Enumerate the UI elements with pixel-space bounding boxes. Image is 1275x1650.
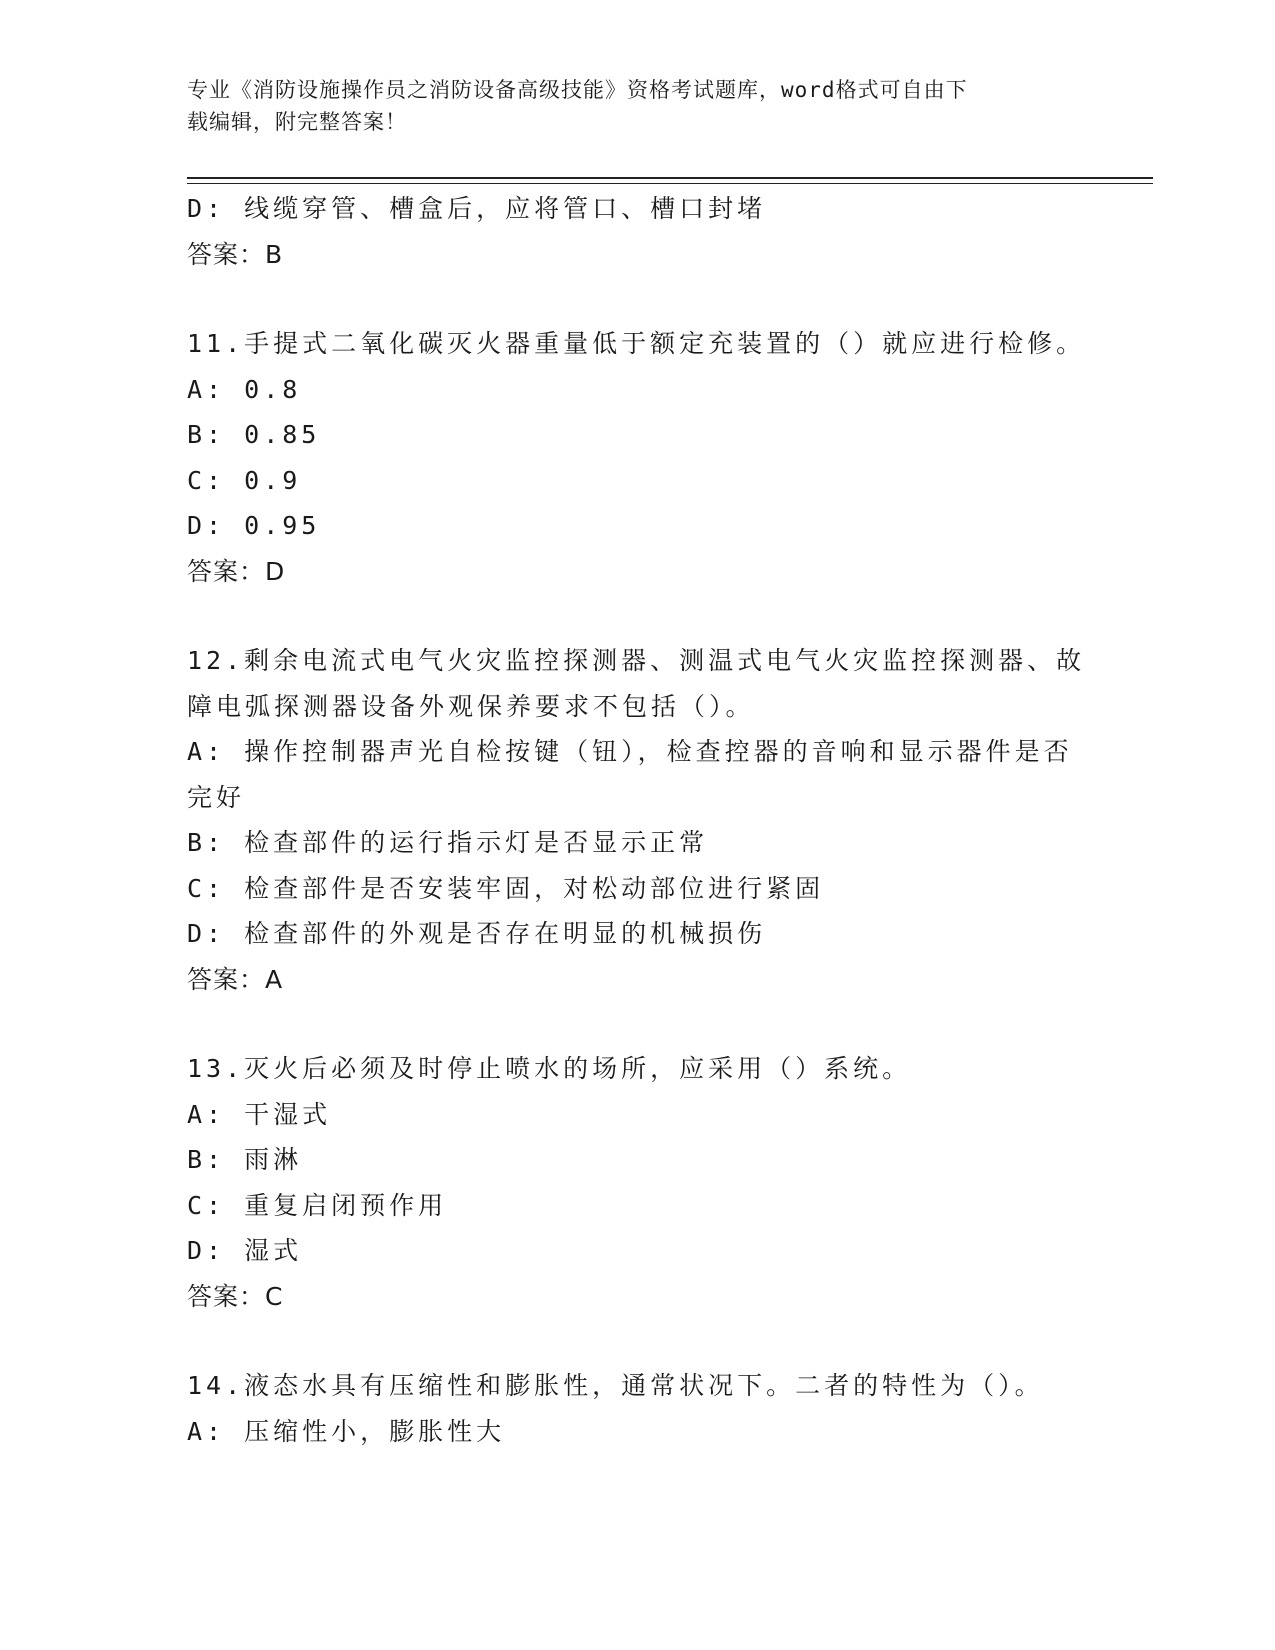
- option-a: A: 压缩性小，膨胀性大: [187, 1416, 506, 1446]
- answer: 答案：A: [187, 964, 284, 994]
- question-11: [187, 321, 1087, 594]
- question-text-line-2: 障电弧探测器设备外观保养要求不包括（）。: [187, 691, 755, 721]
- document-header: [187, 74, 1067, 138]
- option-a-line-1: A: 操作控制器声光自检按键（钮），检查控器的音响和显示器件是否: [187, 737, 1073, 766]
- header-rule-thick: [187, 177, 1153, 179]
- option-a: A: 0.8: [187, 374, 302, 404]
- question-text: 13.灭火后必须及时停止喷水的场所，应采用（）系统。: [187, 1054, 912, 1083]
- option-b: B: 检查部件的运行指示灯是否显示正常: [187, 828, 709, 857]
- option-d: D: 湿式: [187, 1236, 303, 1265]
- option-d: D: 线缆穿管、槽盒后，应将管口、槽口封堵: [187, 194, 767, 223]
- option-d: D: 0.95: [187, 511, 321, 540]
- option-d: D: 检查部件的外观是否存在明显的机械损伤: [187, 919, 767, 948]
- option-c: C: 0.9: [187, 465, 302, 495]
- header-rule-thin: [187, 183, 1153, 184]
- option-c: C: 重复启闭预作用: [187, 1190, 448, 1220]
- prev-question-block: [187, 186, 1087, 277]
- header-line-2: 载编辑，附完整答案！: [187, 110, 407, 134]
- question-14: [187, 1363, 1087, 1454]
- question-12: [187, 638, 1087, 1002]
- option-a-line-2: 完好: [187, 782, 246, 812]
- question-13: [187, 1046, 1087, 1319]
- option-b: B: 0.85: [187, 420, 321, 449]
- option-b: B: 雨淋: [187, 1145, 303, 1174]
- option-a: A: 干湿式: [187, 1099, 332, 1129]
- answer: 答案：D: [187, 556, 286, 586]
- answer: 答案：B: [187, 239, 284, 269]
- header-line-1: 专业《消防设施操作员之消防设备高级技能》资格考试题库，word格式可自由下: [187, 78, 968, 102]
- question-text: 14.液态水具有压缩性和膨胀性，通常状况下。二者的特性为（）。: [187, 1371, 1044, 1400]
- question-text: 11.手提式二氧化碳灭火器重量低于额定充装置的（）就应进行检修。: [187, 329, 1086, 358]
- question-text-line-1: 12.剩余电流式电气火灾监控探测器、测温式电气火灾监控探测器、故: [187, 646, 1086, 675]
- option-c: C: 检查部件是否安装牢固，对松动部位进行紧固: [187, 873, 825, 903]
- question-list: [187, 186, 1087, 1454]
- answer: 答案：C: [187, 1281, 284, 1311]
